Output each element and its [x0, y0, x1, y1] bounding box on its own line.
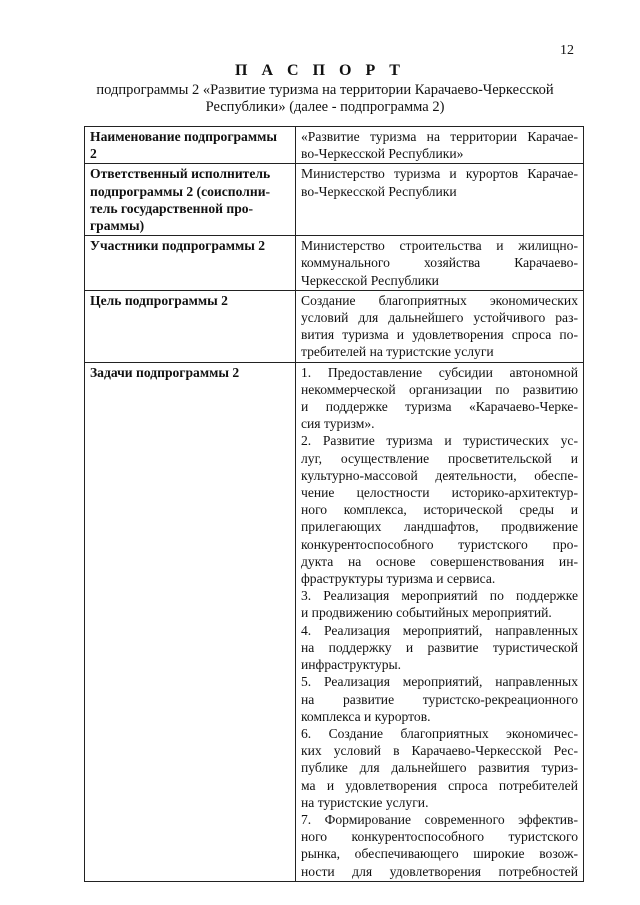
- value-line: некоммерческой организации по развитию: [301, 381, 578, 397]
- value-line: 2. Развитие туризма и туристических ус-: [301, 433, 578, 449]
- value-line: ного комплекса, исторической среды и: [301, 502, 578, 518]
- label-line: тель государственной про-: [90, 200, 254, 216]
- value-line: Министерство туризма и курортов Карачае-: [301, 166, 578, 182]
- value-line: Черкесской Республики: [301, 272, 439, 288]
- value-line: публике для дальнейшего развития туриз-: [301, 760, 578, 776]
- label-line: Задачи подпрограммы 2: [90, 364, 240, 380]
- value-line: комплекса и курортов.: [301, 708, 431, 724]
- label-line: Цель подпрограммы 2: [90, 292, 228, 308]
- value-line: 1. Предоставление субсидии автономной: [301, 364, 578, 380]
- table-row-participants: [85, 236, 584, 291]
- passport-table: [84, 126, 584, 882]
- value-line: коммунального хозяйства Карачаево-: [301, 255, 578, 271]
- value-line: на поддержку и развитие туристической: [301, 639, 578, 655]
- value-line: 6. Создание благоприятных экономичес-: [301, 725, 578, 741]
- value-line: и поддержке туризма «Карачаево-Черке-: [301, 399, 578, 415]
- subtitle-line: Республики» (далее - подпрограмма 2): [205, 99, 445, 115]
- row-label: [85, 236, 296, 291]
- value-line: Создание благоприятных экономических: [301, 292, 578, 308]
- row-value: [296, 164, 584, 236]
- value-line: ких условий в Карачаево-Черкесской Рес-: [301, 743, 578, 759]
- label-line: 2: [90, 146, 97, 162]
- label-line: Участники подпрограммы 2: [90, 238, 266, 254]
- value-line: 7. Формирование современного эффектив-: [301, 811, 578, 827]
- label-line: граммы): [90, 218, 145, 234]
- value-line: 3. Реализация мероприятий по поддержке: [301, 588, 578, 604]
- table-row-goal: [85, 290, 584, 362]
- label-line: Ответственный исполнитель: [90, 166, 271, 182]
- value-line: «Развитие туризма на территории Карачае-: [301, 129, 578, 144]
- value-line: культурно-массовой деятельности, обеспе-: [301, 467, 578, 483]
- value-line: вития туризма и удовлетворения спроса по-: [301, 327, 578, 343]
- value-line: во-Черкесской Республики: [301, 183, 457, 199]
- document-title: П А С П О Р Т: [235, 62, 405, 79]
- row-label: [85, 127, 296, 164]
- table-row-name: [85, 127, 584, 164]
- row-label: [85, 290, 296, 362]
- row-label: [85, 164, 296, 236]
- value-line: ности для удовлетворения потребностей: [301, 863, 578, 879]
- value-line: 5. Реализация мероприятий, направленных: [301, 674, 578, 690]
- value-line: 4. Реализация мероприятий, направленных: [301, 622, 578, 638]
- value-line: Министерство строительства и жилищно-: [301, 238, 578, 254]
- value-line: сия туризм».: [301, 416, 375, 432]
- value-line: дукта на основе совершенствования ин-: [301, 553, 578, 569]
- row-label: [85, 362, 296, 881]
- document-subtitle: [95, 82, 555, 116]
- value-line: и продвижению событийных мероприятий.: [301, 605, 552, 621]
- label-line: подпрограммы 2 (соисполни-: [90, 183, 271, 199]
- value-line: рынка, обеспечивающего широкие возож-: [301, 846, 578, 862]
- value-line: во-Черкесской Республики»: [301, 146, 464, 162]
- row-value: [296, 127, 584, 164]
- table-row-executor: [85, 164, 584, 236]
- row-value: [296, 290, 584, 362]
- label-line: Наименование подпрограммы: [90, 129, 277, 144]
- row-value: [296, 236, 584, 291]
- page-number: 12: [560, 43, 574, 58]
- row-value: [296, 362, 584, 881]
- value-line: чение целостности историко-архитектур-: [301, 485, 578, 501]
- value-line: на туристские услуги.: [301, 794, 429, 810]
- value-line: инфраструктуры.: [301, 657, 402, 673]
- value-line: на развитие туристско-рекреационного: [301, 691, 578, 707]
- value-line: фраструктуры туризма и сервиса.: [301, 571, 496, 587]
- value-line: конкурентоспособного туристского про-: [301, 536, 578, 552]
- table-row-tasks: [85, 362, 584, 881]
- value-line: прилегающих ландшафтов, продвижение: [301, 519, 578, 535]
- value-line: условий для дальнейшего устойчивого раз-: [301, 310, 578, 326]
- subtitle-line: подпрограммы 2 «Развитие туризма на территории Карачаево-Черкесской: [96, 82, 554, 98]
- value-line: луг, осуществление просветительской и: [301, 450, 578, 466]
- value-line: ного конкурентоспособного туристского: [301, 829, 578, 845]
- value-line: требителей на туристские услуги: [301, 344, 494, 360]
- value-line: ма и удовлетворения спроса потребителей: [301, 777, 578, 793]
